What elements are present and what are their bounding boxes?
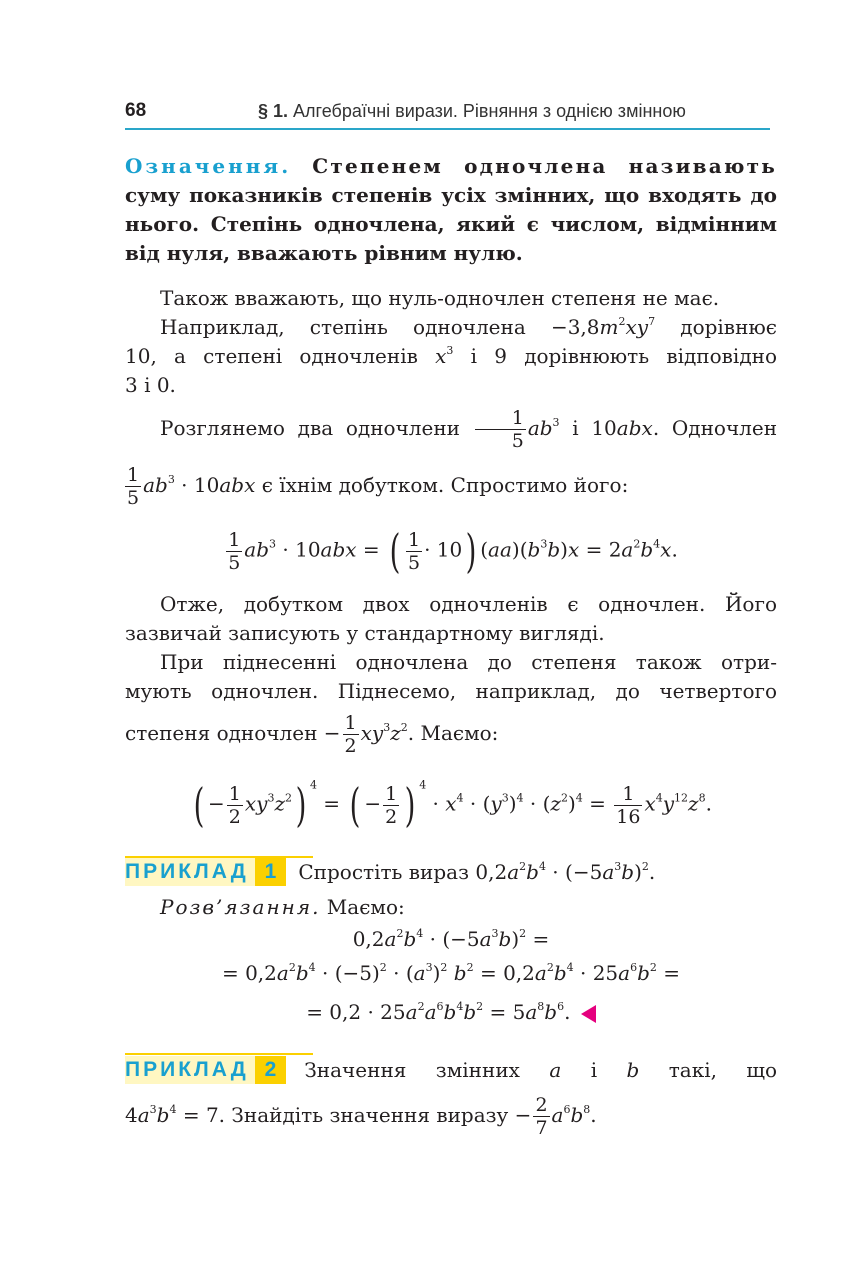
paragraph-product-2: $\frac{1}{5}$ $ab^3 \cdot 10abx$ є їхнім добутком. Спростимо його: <box>127 464 629 509</box>
solution-line-3: = $0,2 \cdot 25a^2a^6b^4b^2 = 5a^8b^6$. <box>125 997 777 1027</box>
paragraph-power-3: степеня одночлен − $\frac{1}{2}$ $xy^3z^2$. Маємо: <box>125 712 499 757</box>
running-header <box>258 101 686 122</box>
section-title: Алгебраїчні вирази. Рівняння з однією змінною <box>293 101 686 121</box>
paragraph-example-degree: Наприклад, степінь одночлена $-3,8m^2xy^7$ дорівнює 10, а степені одночленів $x^3$ і 9 дорівнюють відповідно 3 і 0. <box>125 315 778 397</box>
example-label: ПРИКЛАД <box>125 1056 255 1084</box>
definition-block: Означення. Степенем одночлена називають суму показників степенів усіх змінних, що входять до нього. Степінь одночлена, який є числом, відмінним від нуля, вважають рівним нулю. <box>125 154 777 265</box>
paragraph-conclusion: Отже, добутком двох одночленів є одночлен. Його зазвичай записують у стандартному вигляді. <box>125 592 777 645</box>
paragraph-product: Розглянемо два одночлени $\frac{1}{5}$ $ab^3$ і 10abx. Одночлен <box>160 407 778 452</box>
example-number: 1 <box>255 858 287 886</box>
solution-line-1: $0,2a^2b^4 \cdot (-5a^3b)^2$ = <box>352 927 550 951</box>
paragraph-power: При піднесенні одночлена до степеня також отри- мують одночлен. Піднесемо, наприклад, до четвертого <box>125 650 777 703</box>
example-bar <box>125 1053 313 1055</box>
solution-intro: Розв’язання. Маємо: <box>160 895 405 919</box>
example-label: ПРИКЛАД <box>125 858 255 886</box>
fraction: $\frac{1}{5}$ <box>475 407 526 452</box>
definition-term: Означення. <box>125 154 292 178</box>
formula-power: ( − $\frac{1}{2}$ $xy^3z^2$) $^4$ = ( − $\frac{1}{2}$ ) $^4 \cdot x^4 \cdot (y^3)^4 \cdot (z^2)^4$ = $\frac{1}{16}$ $x^4y^{12}z^8$. <box>193 778 712 832</box>
solution-label: Розв’язання. <box>160 895 321 919</box>
paragraph: Також вважають, що нуль-одночлен степеня не має. <box>160 286 720 310</box>
example-2-header: ПРИКЛАД 2 Значення змінних a і b такі, що <box>125 1058 777 1082</box>
formula-product: $\frac{1}{5}$ $ab^3 \cdot 10abx$ = ( $\frac{1}{5}$ · 10) $(aa)(b^3b)x = 2a^2b^4x$. <box>228 524 678 578</box>
fraction: $\frac{1}{5}$ <box>127 464 140 509</box>
example-number: 2 <box>255 1056 287 1084</box>
page-number: 68 <box>125 100 147 121</box>
header-rule <box>125 128 770 130</box>
example-1-header: ПРИКЛАД 1 Спростіть вираз $0,2a^2b^4 \cdot (-5a^3b)^2$. <box>125 860 656 884</box>
section-mark: § 1. <box>258 101 289 121</box>
end-of-solution-icon <box>581 1005 596 1023</box>
example-2-task: $4a^3b^4 = 7$. Знайдіть значення виразу − $\frac{2}{7}$ $a^6b^8$. <box>125 1094 597 1139</box>
solution-line-2: = $0,2a^2b^4 \cdot (-5)^2 \cdot (a^3)^2$ $b^2 = 0,2a^2b^4 \cdot 25a^6b^2$ = <box>221 961 681 985</box>
